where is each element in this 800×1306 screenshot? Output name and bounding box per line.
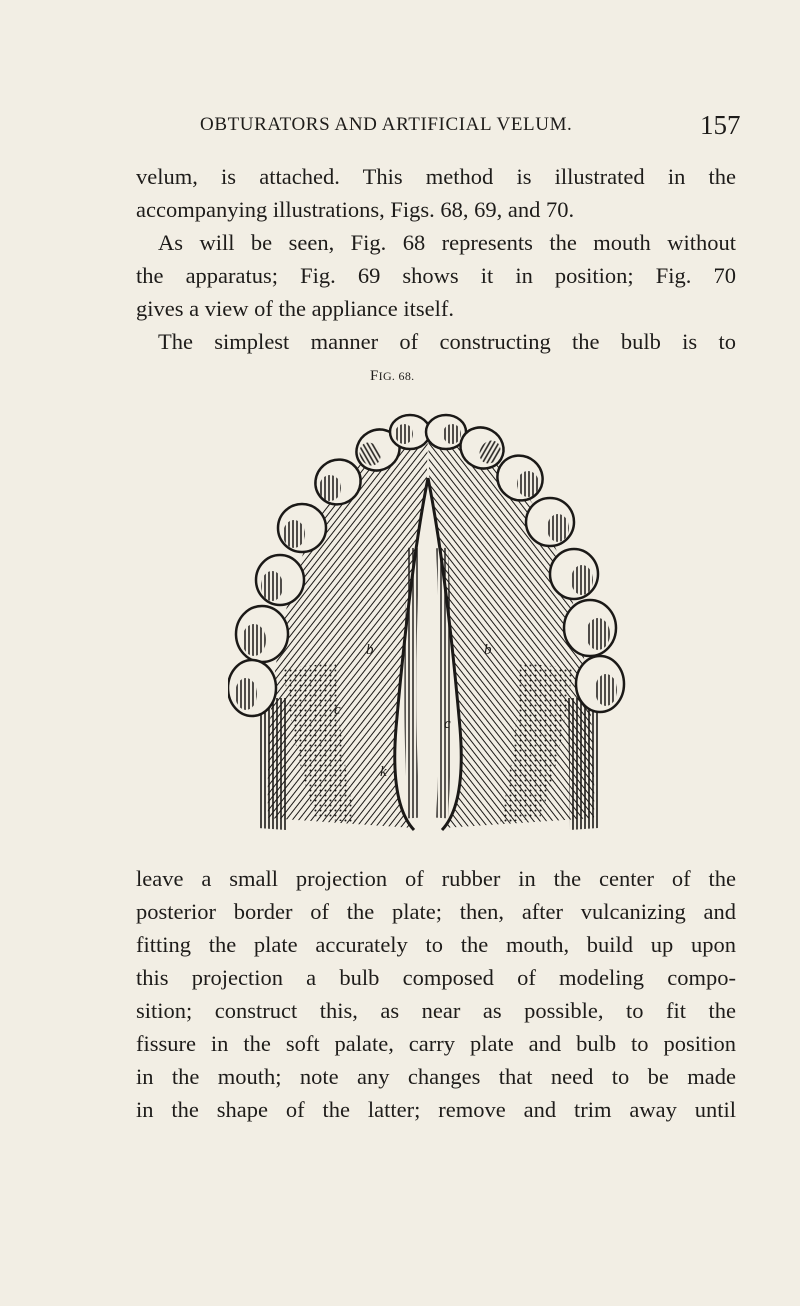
text-line: fissure in the soft palate, carry plate and bulb to position: [136, 1031, 736, 1056]
text-line: in the mouth; note any changes that need to be made: [136, 1064, 736, 1089]
text-line: accompanying illustrations, Figs. 68, 69, and 70.: [136, 197, 575, 222]
figure-caption: [370, 368, 414, 385]
paragraph-top: [136, 160, 736, 358]
figure-label: b: [484, 642, 492, 658]
text-line: this projection a bulb composed of modeling compo-: [136, 965, 736, 990]
text-line: velum, is attached. This method is illustrated in the: [136, 164, 736, 189]
page-number: 157: [700, 110, 741, 140]
text-line: The simplest manner of constructing the bulb is to: [158, 329, 736, 354]
running-head: OBTURATORS AND ARTIFICIAL VELUM.: [200, 114, 573, 135]
figure-label: k: [380, 764, 387, 780]
text-line: the apparatus; Fig. 69 shows it in position; Fig. 70: [136, 263, 736, 288]
text-line: gives a view of the appliance itself.: [136, 296, 455, 321]
paragraph-bottom: [136, 862, 736, 1126]
text-line: fitting the plate accurately to the mouth, build up upon: [136, 932, 736, 957]
figure-label: c: [444, 716, 451, 732]
text-line: sition; construct this, as near as possible, to fit the: [136, 998, 736, 1023]
text-line: in the shape of the latter; remove and trim away until: [136, 1097, 736, 1122]
text-line: posterior border of the plate; then, after vulcanizing and: [136, 899, 736, 924]
text-line: As will be seen, Fig. 68 represents the mouth without: [158, 230, 736, 255]
figure-label: c: [334, 702, 341, 718]
palate-illustration: [228, 398, 628, 838]
caption-initial: F: [370, 368, 379, 384]
palate-engraving: [228, 398, 628, 838]
text-line: leave a small projection of rubber in the center of the: [136, 866, 736, 891]
caption-rest: IG. 68.: [378, 369, 415, 383]
figure-label: b: [366, 642, 374, 658]
